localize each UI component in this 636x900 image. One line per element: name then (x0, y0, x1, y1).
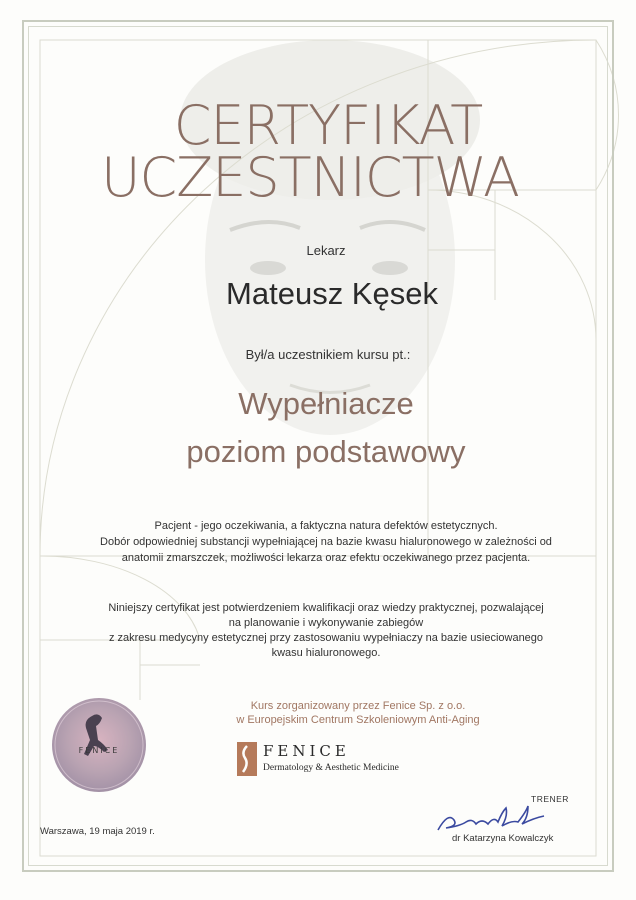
course-title-line2: poziom podstawowy (186, 434, 466, 469)
fenice-logo (237, 742, 397, 776)
participant-name: Mateusz Kęsek (226, 276, 438, 311)
certificate-title-line2: UCZESTNICTWA (101, 146, 519, 209)
trainer-label: TRENER (531, 794, 569, 804)
issue-date: Warszawa, 19 maja 2019 r. (40, 826, 155, 837)
organizer-line: w Europejskim Centrum Szkoleniowym Anti-Aging (236, 714, 480, 726)
certification-line: Niniejszy certyfikat jest potwierdzeniem kwalifikacji oraz wiedzy praktycznej, pozwalającej (108, 602, 544, 614)
certification-line: kwasu hialuronowego. (271, 647, 381, 659)
seal-text: FENICE (78, 746, 120, 755)
seal-figure-icon (52, 698, 146, 792)
fenice-logo-subtitle: Dermatology & Aesthetic Medicine (263, 763, 399, 773)
description-line: Pacjent - jego oczekiwania, a faktyczna natura defektów estetycznych. (154, 520, 498, 532)
trainer-name: dr Katarzyna Kowalczyk (452, 833, 554, 844)
course-description (8, 518, 636, 566)
fenice-logo-name: FENICE (263, 742, 350, 760)
description-line: anatomii zmarszczek, możliwości lekarza oraz efektu oczekiwanego przez pacjenta. (121, 552, 531, 564)
description-line: Dobór odpowiedniej substancji wypełniającej na bazie kwasu hialuronowego w zależności od (100, 536, 552, 548)
hologram-seal (52, 698, 146, 792)
participant-role: Lekarz (306, 243, 346, 258)
course-title-line1: Wypełniacze (238, 386, 414, 421)
certification-line: na planowanie i wykonywanie zabiegów (228, 617, 424, 629)
course-intro: Był/a uczestnikiem kursu pt.: (245, 347, 411, 362)
fenice-mark-icon (237, 742, 257, 776)
organizer-line: Kurs zorganizowany przez Fenice Sp. z o.o. (250, 700, 466, 712)
certification-statement (8, 601, 636, 661)
certificate-title-line1: CERTYFIKAT (173, 94, 483, 157)
certification-line: z zakresu medycyny estetycznej przy zastosowaniu wypełniaczy na bazie usieciowanego (108, 632, 544, 644)
